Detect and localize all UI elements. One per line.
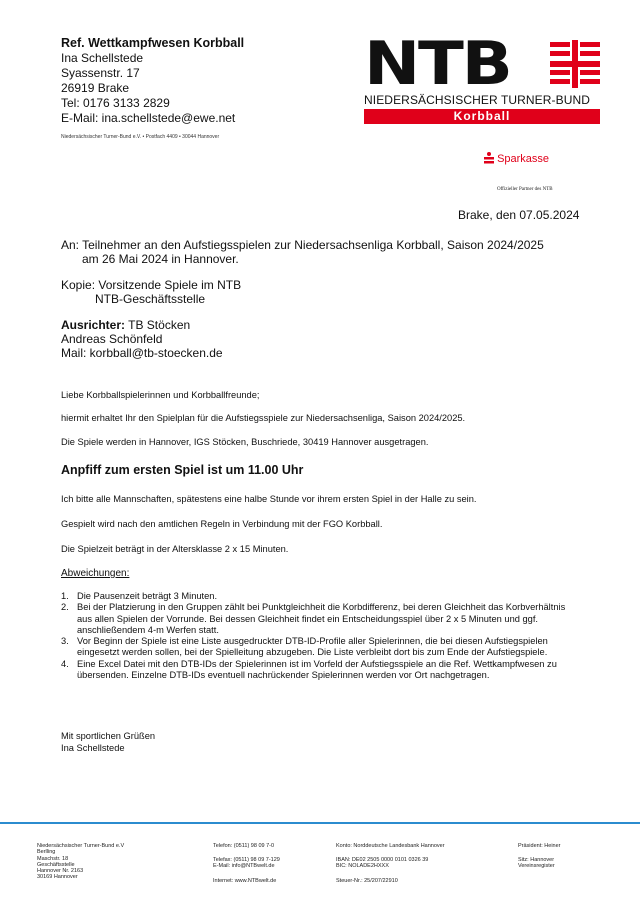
letter-date: Brake, den 07.05.2024 <box>458 208 580 222</box>
footer-divider <box>0 822 640 824</box>
list-item: 1. Die Pausenzeit beträgt 3 Minuten. <box>61 591 218 601</box>
deviations-list <box>61 591 581 681</box>
paragraph: Gespielt wird nach den amtlichen Regeln in Verbindung mit der FGO Korbball. <box>61 519 383 529</box>
sender-email: E-Mail: ina.schellstede@ewe.net <box>61 111 236 125</box>
sender-line: 26919 Brake <box>61 81 130 95</box>
footer-registry: Sitz: Hannover Vereinsregister <box>518 857 555 870</box>
greeting: Liebe Korbballspielerinnen und Korbballfreunde; <box>61 390 260 400</box>
footer-bank: Konto: Norddeutsche Landesbank Hannover <box>336 843 445 849</box>
paragraph: Die Spielzeit beträgt in der Altersklasse 2 x 15 Minuten. <box>61 544 289 554</box>
sender-line: Syassenstr. 17 <box>61 66 140 80</box>
paragraph: hiermit erhaltet Ihr den Spielplan für die Aufstiegsspiele zur Niedersachsenliga, Saison 2024/2025. <box>61 413 466 423</box>
footer-contact: Telefax: (0511) 98 09 7-129 E-Mail: info@NTBwelt.de <box>213 857 280 870</box>
sparkasse-icon <box>484 152 494 164</box>
footer-iban: IBAN: DE02 2505 0000 0101 0326 39 BIC: NOLADE2HXXX <box>336 857 429 870</box>
footer-tax: Steuer-Nr.: 25/207/22910 <box>336 878 398 884</box>
ntb-wordmark: NTB <box>364 29 511 99</box>
paragraph: Die Spiele werden in Hannover, IGS Stöcken, Buschriede, 30419 Hannover ausgetragen. <box>61 437 429 447</box>
sponsor-tagline: Offizieller Partner des NTB <box>497 187 553 192</box>
recipient-line: An: Teilnehmer an den Aufstiegsspielen zur Niedersachsenliga Korbball, Saison 2024/2025 <box>61 238 544 252</box>
sparkasse-logo <box>484 152 549 165</box>
recipient-block <box>61 238 544 266</box>
paragraph: Ich bitte alle Mannschaften, spätestens eine halbe Stunde vor ihrem ersten Spiel in der Halle zu sein. <box>61 494 477 504</box>
closing: Mit sportlichen Grüßen <box>61 731 156 741</box>
signature: Ina Schellstede <box>61 743 125 753</box>
organizer-mail: Mail: korbball@tb-stoecken.de <box>61 346 223 360</box>
sender-line: Ina Schellstede <box>61 51 144 65</box>
organizer-label: Ausrichter: <box>61 318 126 332</box>
organizer-club: TB Stöcken <box>125 318 191 332</box>
copy-line: NTB-Geschäftsstelle <box>95 292 206 306</box>
sender-address <box>61 36 244 126</box>
logo-subtitle: NIEDERSÄCHSISCHER TURNER-BUND <box>364 93 591 107</box>
list-item: 2. Bei der Platzierung in den Gruppen zählt bei Punktgleichheit die Korbdifferenz, bei deren Gleichheit das Korbverhältnis aus allen Spielen der Vorrunde. Bei dessen Gleichheit findet ein Entscheidungsspiel über 2 x 5 Minuten und ggf. anschließendem 4-m Werfen statt. <box>61 602 566 635</box>
recipient-line: am 26 Mai 2024 in Hannover. <box>82 252 239 266</box>
sponsor-name: Sparkasse <box>497 153 550 165</box>
copy-block <box>61 278 241 306</box>
sender-title: Ref. Wettkampfwesen Korbball <box>61 36 245 50</box>
list-item: 3. Vor Beginn der Spiele ist eine Liste ausgedruckter DTB-ID-Profile aller Spielerinnen, die bei diesen Aufstiegspielen eingesetzt werden sollen, bei der Spielleitung abzugeben. Die Liste verbleibt dort bis zum Ende der Aufstiegspiele. <box>61 636 548 658</box>
logo-banner: Korbball <box>364 109 600 124</box>
footer-phone: Telefon: (0511) 98 09 7-0 <box>213 843 275 849</box>
organizer-person: Andreas Schönfeld <box>61 332 163 346</box>
sender-line: Tel: 0176 3133 2829 <box>61 96 170 110</box>
return-address: Niedersächsischer Turner-Bund e.V. • Postfach 4409 • 30044 Hannover <box>61 134 220 140</box>
copy-line: Kopie: Vorsitzende Spiele im NTB <box>61 278 242 292</box>
organizer-block <box>61 318 223 360</box>
kickoff-heading: Anpfiff zum ersten Spiel ist um 11.00 Uhr <box>61 463 304 477</box>
turner-cross-icon <box>550 40 600 88</box>
footer-web: Internet: www.NTBwelt.de <box>213 878 277 884</box>
footer-address: Niedersächsischer Turner-Bund e.V Berlling Maschstr. 18 Geschäftsstelle Hannover Nr. 2163 30169 Hannover <box>37 843 125 881</box>
list-item: 4. Eine Excel Datei mit den DTB-IDs der Spielerinnen ist im Vorfeld der Aufstiegsspiele an die Ref. Wettkampfwesen zu übersenden. Einzelne DTB-IDs eventuell nachrückender Spielerinnen werden vor Ort nachgetragen. <box>61 658 557 681</box>
footer-president: Präsident: Heiner <box>518 843 561 849</box>
deviations-title: Abweichungen: <box>61 568 130 579</box>
